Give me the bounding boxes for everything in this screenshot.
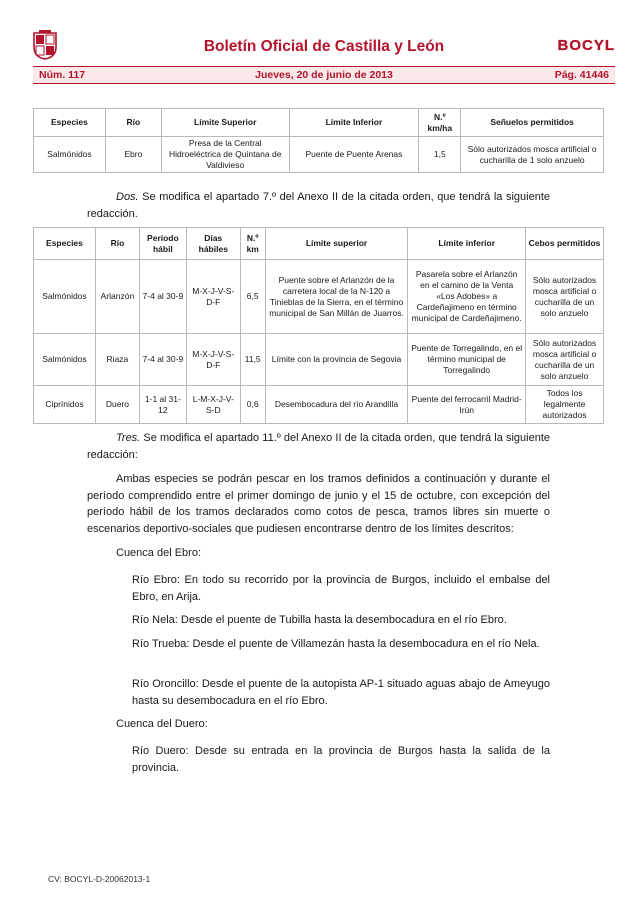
header-cell: Límite inferior <box>408 228 526 260</box>
issue-bar <box>33 66 615 84</box>
table-cell: L-M-X-J-V-S-D <box>186 386 240 424</box>
table-cell: 1-1 al 31-12 <box>139 386 186 424</box>
table-cell: 0,6 <box>240 386 265 424</box>
table-cell: Ciprínidos <box>34 386 96 424</box>
paragraph-lead: Tres. <box>116 432 141 444</box>
header-cell: Límite Inferior <box>289 109 419 137</box>
table-cell: Presa de la Central Hidroeléctrica de Quintana de Valdivieso <box>161 137 289 173</box>
header-cell: N.º km <box>240 228 265 260</box>
table-cell: Sólo autorizados mosca artificial o cucharilla de un solo anzuelo <box>526 334 604 386</box>
header-cell: Período hábil <box>139 228 186 260</box>
table-cell: Desembocadura del río Arandilla <box>265 386 408 424</box>
table-cell: Sólo autorizados mosca artificial o cucharilla de un solo anzuelo <box>526 260 604 334</box>
paragraph-rio-trueba: Río Trueba: Desde el puente de Villamezán hasta la desembocadura en el río Nela. <box>132 638 540 650</box>
header-cell: Especies <box>34 228 96 260</box>
table-cell: Salmónidos <box>34 260 96 334</box>
paragraph-dos <box>87 189 550 222</box>
paragraph-text: Se modifica el apartado 11.º del Anexo II de la citada orden, que tendrá la siguiente redacción: <box>87 432 550 461</box>
header-cell: Señuelos permitidos <box>461 109 604 137</box>
fishing-table-duero <box>33 227 604 424</box>
fishing-table-ebro <box>33 108 604 173</box>
table-cell: 1,5 <box>419 137 461 173</box>
table-cell: Pasarela sobre el Arlanzón en el camino de la Venta «Los Adobes» a Cardeñajimeno en término municipal de Cardeñajimeno. <box>408 260 526 334</box>
table-header-row <box>34 228 604 260</box>
table-row <box>34 260 604 334</box>
header-cell: Río <box>105 109 161 137</box>
table-cell: 6,5 <box>240 260 265 334</box>
table-cell: Riaza <box>95 334 139 386</box>
paragraph-rio-oroncillo: Río Oroncillo: Desde el puente de la autopista AP-1 situado aguas abajo de Ameyugo hasta su desembocadura en el río Ebro. <box>132 678 550 707</box>
table-cell: Límite con la provincia de Segovia <box>265 334 408 386</box>
page-number: Pág. 41446 <box>554 69 609 81</box>
table-cell: Sólo autorizados mosca artificial o cucharilla de 1 solo anzuelo <box>461 137 604 173</box>
table-cell: 7-4 al 30-9 <box>139 334 186 386</box>
paragraph-text: Se modifica el apartado 7.º del Anexo II de la citada orden, que tendrá la siguiente redacción. <box>87 191 550 220</box>
table-cell: Duero <box>95 386 139 424</box>
heading-cuenca-duero: Cuenca del Duero: <box>116 718 208 730</box>
table-cell: Puente de Puente Arenas <box>289 137 419 173</box>
header-cell: Días hábiles <box>186 228 240 260</box>
table-cell: M-X-J-V-S-D-F <box>186 260 240 334</box>
bulletin-title: Boletín Oficial de Castilla y León <box>203 38 445 55</box>
header-cell: Cebos permitidos <box>526 228 604 260</box>
table-header-row <box>34 109 604 137</box>
paragraph-tres <box>87 430 550 463</box>
table-row <box>34 137 604 173</box>
table-row <box>34 386 604 424</box>
table-cell: 11,5 <box>240 334 265 386</box>
table-cell: Salmónidos <box>34 334 96 386</box>
table-cell: Puente del ferrocarril Madrid-Irún <box>408 386 526 424</box>
issue-date: Jueves, 20 de junio de 2013 <box>255 69 393 81</box>
header-cell: Límite superior <box>265 228 408 260</box>
table-cell: Puente de Torregalindo, en el término municipal de Torregalindo <box>408 334 526 386</box>
table-cell: Puente sobre el Arlanzón de la carretera local de la N-120 a Tinieblas de la Sierra, en el término municipal de San Millán de Juarros. <box>265 260 408 334</box>
document-cv-code: CV: BOCYL-D-20062013-1 <box>48 874 151 884</box>
header-cell: N.º km/ha <box>419 109 461 137</box>
header-cell: Río <box>95 228 139 260</box>
heading-cuenca-ebro: Cuenca del Ebro: <box>116 547 201 559</box>
page-header <box>33 30 615 88</box>
paragraph-rio-duero: Río Duero: Desde su entrada en la provincia de Burgos hasta la salida de la provincia. <box>132 745 550 774</box>
table-cell: 7-4 al 30-9 <box>139 260 186 334</box>
header-cell: Especies <box>34 109 106 137</box>
paragraph-lead: Dos. <box>116 191 139 203</box>
header-cell: Límite Superior <box>161 109 289 137</box>
table-row <box>34 334 604 386</box>
bocyl-logo: BOCYL <box>557 37 615 54</box>
table-cell: Ebro <box>105 137 161 173</box>
table-cell: Arlanzón <box>95 260 139 334</box>
paragraph-rio-ebro: Río Ebro: En todo su recorrido por la provincia de Burgos, incluido el embalse del Ebro, en Arija. <box>132 574 550 603</box>
paragraph-rio-nela: Río Nela: Desde el puente de Tubilla hasta la desembocadura en el río Ebro. <box>132 614 507 626</box>
issue-number: Núm. 117 <box>39 69 86 81</box>
table-cell: M-X-J-V-S-D-F <box>186 334 240 386</box>
table-cell: Salmónidos <box>34 137 106 173</box>
paragraph-ambas: Ambas especies se podrán pescar en los tramos definidos a continuación y durante el período comprendido entre el primer domingo de junio y el 15 de octubre, con excepción del período hábil de los tramos declarados como cotos de pesca, tramos libres sin muerte o escenarios deportivo-sociales que pudiesen encontrarse dentro de los límites descritos: <box>87 473 550 535</box>
table-cell: Todos los legalmente autorizados <box>526 386 604 424</box>
